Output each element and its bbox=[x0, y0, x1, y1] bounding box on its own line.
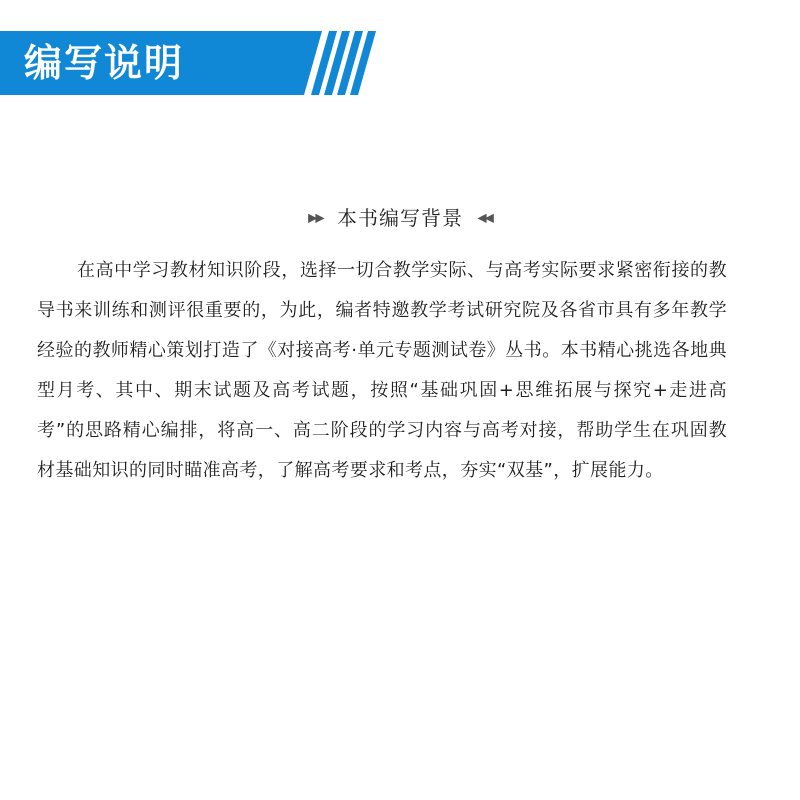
intro-paragraph: 在高中学习教材知识阶段，选择一切合教学实际、与高考实际要求紧密衔接的教导书来训练和测评很重要的，为此，编者特邀教学考试研究院及各省市具有多年教学经验的教师精心策划打造了《对接高考·单元专题测试卷》丛书。本书精心挑选各地典型月考、其中、期末试题及高考试题，按照“基础巩固+思维拓展与探究+走进高考”的思路精心编排，将高一、高二阶段的学习内容与高考对接，帮助学生在巩固教材基础知识的同时瞄准高考，了解高考要求和考点，夯实“双基”，扩展能力。 bbox=[37, 260, 727, 481]
banner-title: 编写说明 bbox=[24, 41, 185, 85]
section-heading bbox=[0, 200, 800, 234]
double-arrow-left-icon: ◀◀ bbox=[477, 210, 492, 225]
section-heading-text: 本书编写背景 bbox=[337, 205, 463, 230]
section-banner bbox=[0, 31, 382, 95]
double-arrow-right-icon: ▶▶ bbox=[308, 210, 323, 225]
